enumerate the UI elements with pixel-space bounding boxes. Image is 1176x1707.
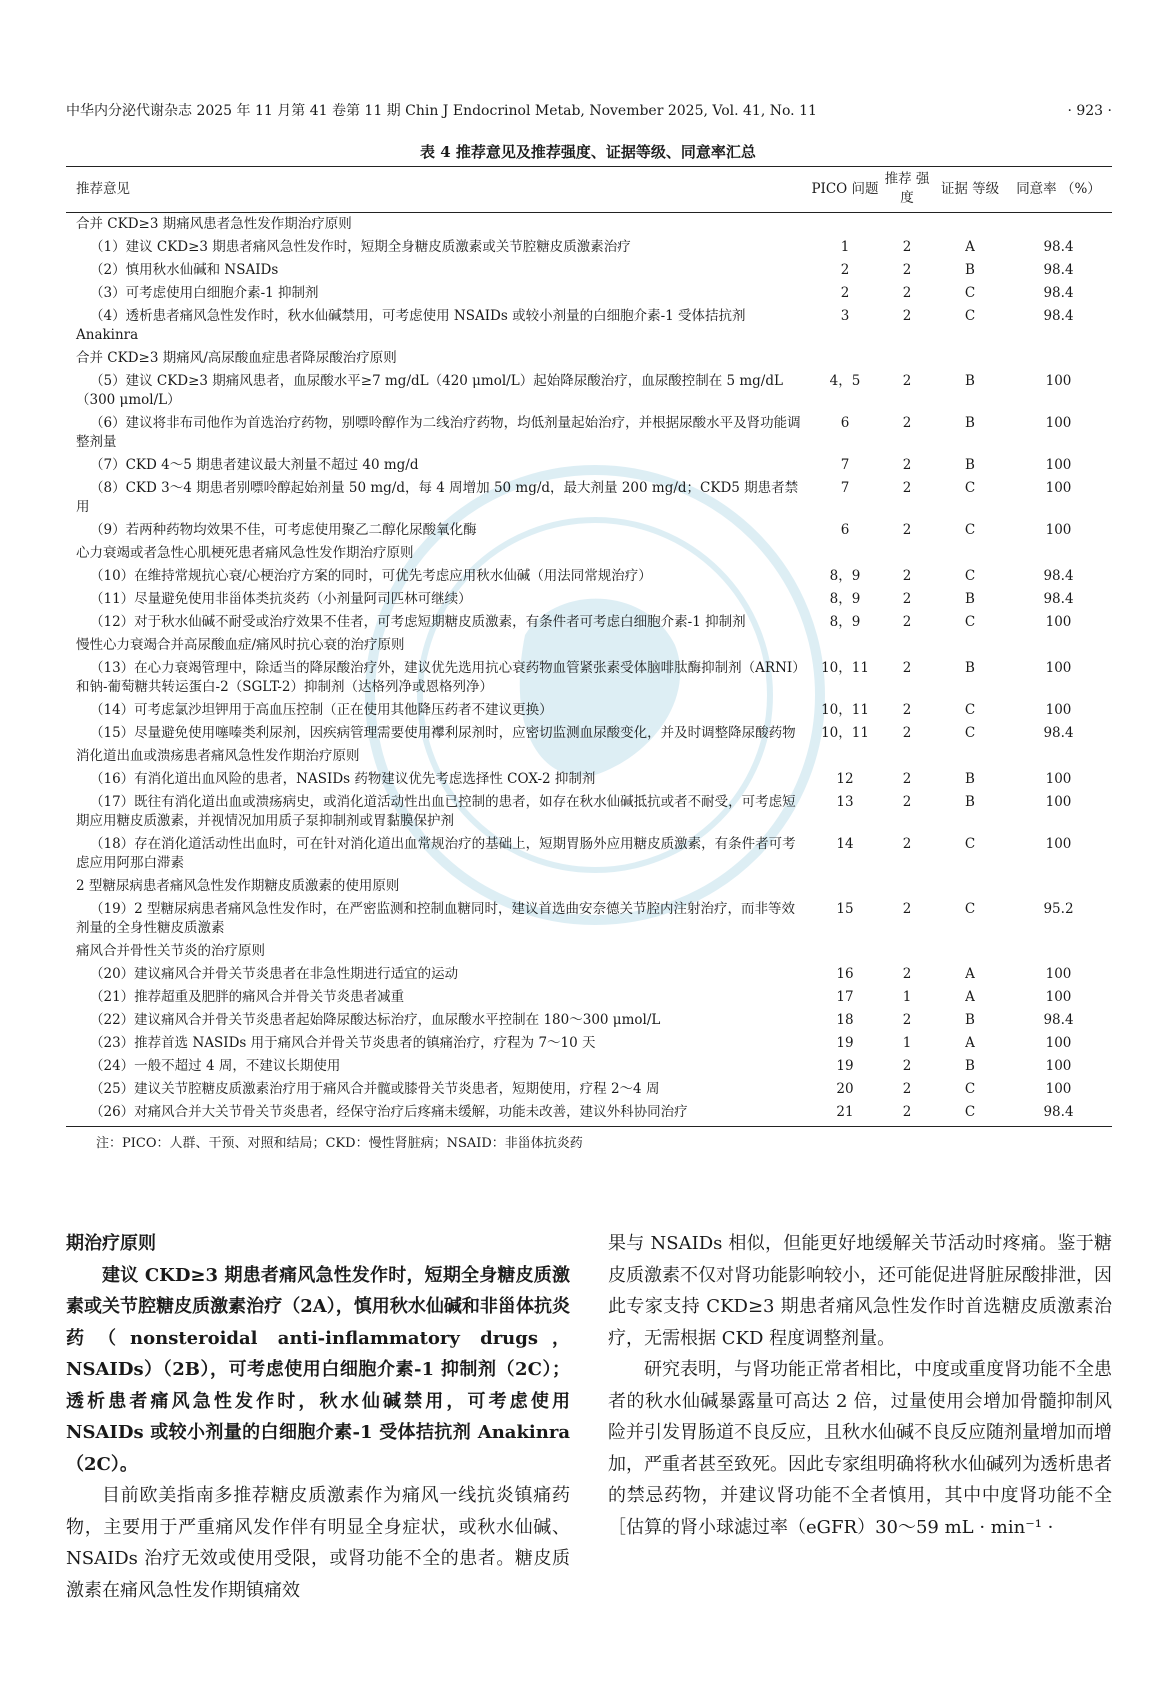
header-evidence-level: 证据 等级 (935, 167, 1005, 213)
table-row (66, 477, 1112, 519)
pico-cell: 10，11 (821, 660, 869, 676)
agreement-rate-cell: 100 (1045, 457, 1072, 473)
running-head (66, 102, 1112, 120)
table-row (66, 1009, 1112, 1032)
header-strength: 推荐 强度 (879, 167, 935, 213)
recommendation-text: （14）可考虑氯沙坦钾用于高血压控制（正在使用其他降压药者不建议更换） (90, 702, 553, 718)
section-title: 痛风合并骨性关节炎的治疗原则 (76, 943, 265, 959)
pico-cell: 7 (840, 457, 850, 473)
pico-cell: 14 (836, 836, 854, 852)
strength-cell: 2 (902, 725, 912, 741)
table-row (66, 588, 1112, 611)
evidence-level-cell: B (965, 373, 975, 389)
table-row (66, 791, 1112, 833)
recommendation-text: （1）建议 CKD≥3 期患者痛风急性发作时，短期全身糖皮质激素或关节腔糖皮质激素治疗 (90, 239, 631, 255)
recommendation-text: （10）在维持常规抗心衰/心梗治疗方案的同时，可优先考虑应用秋水仙碱（用法同常规治疗） (90, 568, 652, 584)
section-title: 心力衰竭或者急性心肌梗死患者痛风急性发作期治疗原则 (76, 545, 414, 561)
agreement-rate-cell: 100 (1045, 480, 1072, 496)
evidence-level-cell: B (965, 457, 975, 473)
evidence-level-cell: C (964, 308, 976, 324)
agreement-rate-cell: 100 (1045, 702, 1072, 718)
recommendation-text: （17）既往有消化道出血或溃疡病史，或消化道活动性出血已控制的患者，如存在秋水仙碱抵抗或者不耐受，可考虑短期应用糖皮质激素，并视情况加用质子泵抑制剂或胃黏膜保护剂 (76, 794, 796, 829)
pico-cell: 4，5 (829, 373, 861, 389)
recommendation-text: （3）可考虑使用白细胞介素-1 抑制剂 (90, 285, 319, 301)
agreement-rate-cell: 100 (1045, 794, 1072, 810)
table-row (66, 986, 1112, 1009)
strength-cell: 2 (902, 591, 912, 607)
pico-cell: 6 (840, 522, 850, 538)
pico-cell: 17 (836, 989, 854, 1005)
table-row (66, 833, 1112, 875)
recommendation-text: （5）建议 CKD≥3 期痛风患者，血尿酸水平≥7 mg/dL（420 μmol/L）起始降尿酸治疗，血尿酸控制在 5 mg/dL（300 μmol/L） (76, 373, 783, 408)
pico-cell: 15 (836, 901, 854, 917)
table-row (66, 963, 1112, 986)
strength-cell: 2 (902, 614, 912, 630)
agreement-rate-cell: 98.4 (1043, 308, 1074, 324)
agreement-rate-cell: 98.4 (1043, 1012, 1074, 1028)
pico-cell: 20 (836, 1081, 854, 1097)
left-column (66, 1228, 570, 1606)
evidence-level-cell: B (965, 262, 975, 278)
pico-cell: 8，9 (829, 568, 861, 584)
evidence-level-cell: A (965, 1035, 975, 1051)
section-title: 合并 CKD≥3 期痛风/高尿酸血症患者降尿酸治疗原则 (76, 350, 397, 366)
evidence-level-cell: B (965, 771, 975, 787)
pico-cell: 7 (840, 480, 850, 496)
table-row (66, 412, 1112, 454)
recommendation-text: （8）CKD 3～4 期患者别嘌呤醇起始剂量 50 mg/d，每 4 周增加 50 mg/d，最大剂量 200 mg/d；CKD5 期患者禁用 (76, 480, 799, 515)
table-header-row (66, 167, 1112, 213)
recommendation-text: （15）尽量避免使用噻嗪类利尿剂，因疾病管理需要使用襻利尿剂时，应密切监测血尿酸变化，并及时调整降尿酸药物 (90, 725, 796, 741)
agreement-rate-cell: 98.4 (1043, 285, 1074, 301)
agreement-rate-cell: 100 (1045, 771, 1072, 787)
table-section-row (66, 347, 1112, 370)
agreement-rate-cell: 98.4 (1043, 239, 1074, 255)
strength-cell: 1 (902, 989, 912, 1005)
pico-cell: 8，9 (829, 614, 861, 630)
pico-cell: 3 (840, 308, 850, 324)
agreement-rate-cell: 100 (1045, 836, 1072, 852)
strength-cell: 2 (902, 901, 912, 917)
pico-cell: 6 (840, 415, 850, 431)
recommendation-text: （11）尽量避免使用非甾体类抗炎药（小剂量阿司匹林可继续） (90, 591, 472, 607)
section-title: 慢性心力衰竭合并高尿酸血症/痛风时抗心衰的治疗原则 (76, 637, 405, 653)
evidence-level-cell: C (964, 522, 976, 538)
pico-cell: 21 (811, 1101, 879, 1127)
recommendation-text: （23）推荐首选 NASIDs 用于痛风合并骨关节炎患者的镇痛治疗，疗程为 7～10 天 (90, 1035, 596, 1051)
pico-cell: 19 (836, 1035, 854, 1051)
right-paragraph-1: 果与 NSAIDs 相似，但能更好地缓解关节活动时疼痛。鉴于糖皮质激素不仅对肾功能影响较小，还可能促进肾脏尿酸排泄，因此专家支持 CKD≥3 期患者痛风急性发作时首选糖皮质激素治疗，无需根据 CKD 程度调整剂量。 (608, 1233, 1112, 1349)
agreement-rate-cell: 98.4 (1043, 725, 1074, 741)
recommendation-text: （12）对于秋水仙碱不耐受或治疗效果不佳者，可考虑短期糖皮质激素，有条件者可考虑白细胞介素-1 抑制剂 (90, 614, 746, 630)
strength-cell: 2 (902, 660, 912, 676)
recommendation-text: （25）建议关节腔糖皮质激素治疗用于痛风合并髋或膝骨关节炎患者，短期使用，疗程 2～4 周 (90, 1081, 660, 1097)
journal-citation: 中华内分泌代谢杂志 2025 年 11 月第 41 卷第 11 期 Chin J Endocrinol Metab, November 2025, Vol. 41, No. 11 (66, 103, 817, 119)
evidence-level-cell: B (965, 415, 975, 431)
table-section-row (66, 542, 1112, 565)
evidence-level-cell: C (964, 1081, 976, 1097)
header-recommendation: 推荐意见 (66, 167, 811, 213)
table-body (66, 213, 1112, 1127)
recommendation-text: （21）推荐超重及肥胖的痛风合并骨关节炎患者减重 (90, 989, 405, 1005)
strength-cell: 2 (902, 771, 912, 787)
section-heading: 期治疗原则 (66, 1233, 156, 1254)
pico-cell: 19 (836, 1058, 854, 1074)
agreement-rate-cell: 100 (1045, 522, 1072, 538)
evidence-level-cell: B (965, 660, 975, 676)
evidence-level-cell: C (964, 285, 976, 301)
strength-cell: 2 (902, 522, 912, 538)
evidence-level-cell: A (965, 966, 975, 982)
header-pico: PICO 问题 (811, 167, 879, 213)
table-section-row (66, 940, 1112, 963)
agreement-rate-cell: 95.2 (1043, 901, 1074, 917)
table-row (66, 259, 1112, 282)
table-row (66, 565, 1112, 588)
body-text (66, 1228, 1112, 1606)
table-row (66, 1055, 1112, 1078)
pico-cell: 13 (836, 794, 854, 810)
recommendation-table (66, 166, 1112, 1127)
pico-cell: 2 (840, 262, 850, 278)
agreement-rate-cell: 100 (1045, 373, 1072, 389)
recommendation-text: （4）透析患者痛风急性发作时，秋水仙碱禁用，可考虑使用 NSAIDs 或较小剂量的白细胞介素-1 受体拮抗剂 Anakinra (76, 308, 746, 343)
table-row (66, 305, 1112, 347)
table-row (66, 1078, 1112, 1101)
agreement-rate-cell: 100 (1045, 1081, 1072, 1097)
recommendation-text: （2）慎用秋水仙碱和 NSAIDs (90, 262, 279, 278)
recommendation-text: （20）建议痛风合并骨关节炎患者在非急性期进行适宜的运动 (90, 966, 459, 982)
strength-cell: 2 (902, 373, 912, 389)
recommendation-text: （26）对痛风合并大关节骨关节炎患者，经保守治疗后疼痛未缓解，功能未改善，建议外科协同治疗 (66, 1101, 811, 1127)
agreement-rate-cell: 100 (1045, 660, 1072, 676)
strength-cell: 2 (902, 568, 912, 584)
table-row (66, 657, 1112, 699)
pico-cell: 12 (836, 771, 854, 787)
pico-cell: 1 (840, 239, 850, 255)
strength-cell: 2 (902, 702, 912, 718)
strength-cell: 2 (902, 1081, 912, 1097)
recommendation-text: （22）建议痛风合并骨关节炎患者起始降尿酸达标治疗，血尿酸水平控制在 180～300 μmol/L (90, 1012, 661, 1028)
strength-cell: 2 (902, 239, 912, 255)
table-row (66, 370, 1112, 412)
agreement-rate-cell: 100 (1045, 1058, 1072, 1074)
strength-cell: 2 (902, 1012, 912, 1028)
evidence-level-cell: B (965, 1058, 975, 1074)
recommendation-text: （6）建议将非布司他作为首选治疗药物，别嘌呤醇作为二线治疗药物，均低剂量起始治疗，并根据尿酸水平及肾功能调整剂量 (76, 415, 801, 450)
table-caption: 表 4 推荐意见及推荐强度、证据等级、同意率汇总 (420, 143, 756, 161)
recommendation-table-container (66, 166, 1112, 1151)
table-section-row (66, 634, 1112, 657)
strength-cell: 2 (902, 262, 912, 278)
agreement-rate-cell: 100 (1045, 614, 1072, 630)
agreement-rate-cell: 98.4 (1005, 1101, 1112, 1127)
recommendation-text: （7）CKD 4～5 期患者建议最大剂量不超过 40 mg/d (90, 457, 419, 473)
pico-cell: 10，11 (821, 702, 869, 718)
table-row (66, 699, 1112, 722)
table-section-row (66, 875, 1112, 898)
evidence-level-cell: C (964, 836, 976, 852)
left-paragraph: 目前欧美指南多推荐糖皮质激素作为痛风一线抗炎镇痛药物，主要用于严重痛风发作伴有明显全身症状，或秋水仙碱、NSAIDs 治疗无效或使用受限，或肾功能不全的患者。糖皮质激素在痛风急性发作期镇痛效 (66, 1485, 570, 1601)
page-number: · 923 · (1067, 103, 1112, 119)
evidence-level-cell: A (965, 239, 975, 255)
recommendation-text: （13）在心力衰竭管理中，除适当的降尿酸治疗外，建议优先选用抗心衰药物血管紧张素受体脑啡肽酶抑制剂（ARNI）和钠-葡萄糖共转运蛋白-2（SGLT-2）抑制剂（达格列净或恩格列净） (76, 660, 799, 695)
evidence-level-cell: A (965, 989, 975, 1005)
section-title: 消化道出血或溃疡患者痛风急性发作期治疗原则 (76, 748, 360, 764)
table-row (66, 1032, 1112, 1055)
strength-cell: 2 (879, 1101, 935, 1127)
table-row (66, 722, 1112, 745)
table-section-row (66, 213, 1112, 237)
table-row (66, 519, 1112, 542)
table-row (66, 898, 1112, 940)
table-row (66, 282, 1112, 305)
header-agreement-rate: 同意率 （%） (1005, 167, 1112, 213)
evidence-level-cell: B (965, 591, 975, 607)
evidence-level-cell: B (965, 794, 975, 810)
evidence-level-cell: C (964, 568, 976, 584)
strength-cell: 2 (902, 457, 912, 473)
recommendation-text: （9）若两种药物均效果不佳，可考虑使用聚乙二醇化尿酸氧化酶 (90, 522, 477, 538)
pico-cell: 18 (836, 1012, 854, 1028)
pico-cell: 16 (836, 966, 854, 982)
strength-cell: 2 (902, 285, 912, 301)
agreement-rate-cell: 100 (1045, 966, 1072, 982)
agreement-rate-cell: 98.4 (1043, 591, 1074, 607)
section-title: 合并 CKD≥3 期痛风患者急性发作期治疗原则 (76, 216, 352, 232)
recommendation-text: （24）一般不超过 4 周，不建议长期使用 (90, 1058, 341, 1074)
recommendation-statement: 建议 CKD≥3 期患者痛风急性发作时，短期全身糖皮质激素或关节腔糖皮质激素治疗（2A），慎用秋水仙碱和非甾体抗炎药（nonsteroidal anti-inflammatory drugs，NSAIDs）（2B），可考虑使用白细胞介素-1 抑制剂（2C）；透析患者痛风急性发作时，秋水仙碱禁用，可考虑使用 NSAIDs 或较小剂量的白细胞介素-1 受体拮抗剂 Anakinra（2C）。 (66, 1264, 570, 1475)
pico-cell: 2 (840, 285, 850, 301)
pico-cell: 8，9 (829, 591, 861, 607)
recommendation-text: （19）2 型糖尿病患者痛风急性发作时，在严密监测和控制血糖同时，建议首选曲安奈德关节腔内注射治疗，而非等效剂量的全身性糖皮质激素 (76, 901, 796, 936)
pico-cell: 10，11 (821, 725, 869, 741)
table-section-row (66, 745, 1112, 768)
agreement-rate-cell: 100 (1045, 989, 1072, 1005)
table-row (66, 1101, 1112, 1127)
strength-cell: 2 (902, 836, 912, 852)
evidence-level-cell: C (964, 725, 976, 741)
agreement-rate-cell: 100 (1045, 415, 1072, 431)
section-title: 2 型糖尿病患者痛风急性发作期糖皮质激素的使用原则 (76, 878, 400, 894)
right-column (608, 1228, 1112, 1606)
table-row (66, 768, 1112, 791)
strength-cell: 2 (902, 1058, 912, 1074)
evidence-level-cell: C (964, 614, 976, 630)
table-note: 注：PICO：人群、干预、对照和结局；CKD：慢性肾脏病；NSAID：非甾体抗炎药 (96, 1136, 583, 1151)
table-row (66, 236, 1112, 259)
agreement-rate-cell: 100 (1045, 1035, 1072, 1051)
evidence-level-cell: C (964, 901, 976, 917)
table-row (66, 611, 1112, 634)
evidence-level-cell: C (935, 1101, 1005, 1127)
strength-cell: 2 (902, 415, 912, 431)
evidence-level-cell: C (964, 480, 976, 496)
strength-cell: 2 (902, 966, 912, 982)
recommendation-text: （16）有消化道出血风险的患者，NASIDs 药物建议优先考虑选择性 COX-2 抑制剂 (90, 771, 596, 787)
strength-cell: 1 (902, 1035, 912, 1051)
evidence-level-cell: C (964, 702, 976, 718)
strength-cell: 2 (902, 308, 912, 324)
table-row (66, 454, 1112, 477)
right-paragraph-2: 研究表明，与肾功能正常者相比，中度或重度肾功能不全患者的秋水仙碱暴露量可高达 2 倍，过量使用会增加骨髓抑制风险并引发胃肠道不良反应，且秋水仙碱不良反应随剂量增加而增加，严重者甚至致死。因此专家组明确将秋水仙碱列为透析患者的禁忌药物，并建议肾功能不全者慎用，其中中度肾功能不全［估算的肾小球滤过率（eGFR）30～59 mL · min⁻¹ · (608, 1359, 1112, 1538)
agreement-rate-cell: 98.4 (1043, 262, 1074, 278)
recommendation-text: （18）存在消化道活动性出血时，可在针对消化道出血常规治疗的基础上，短期胃肠外应用糖皮质激素，有条件者可考虑应用阿那白滞素 (76, 836, 796, 871)
strength-cell: 2 (902, 794, 912, 810)
agreement-rate-cell: 98.4 (1043, 568, 1074, 584)
strength-cell: 2 (902, 480, 912, 496)
evidence-level-cell: B (965, 1012, 975, 1028)
